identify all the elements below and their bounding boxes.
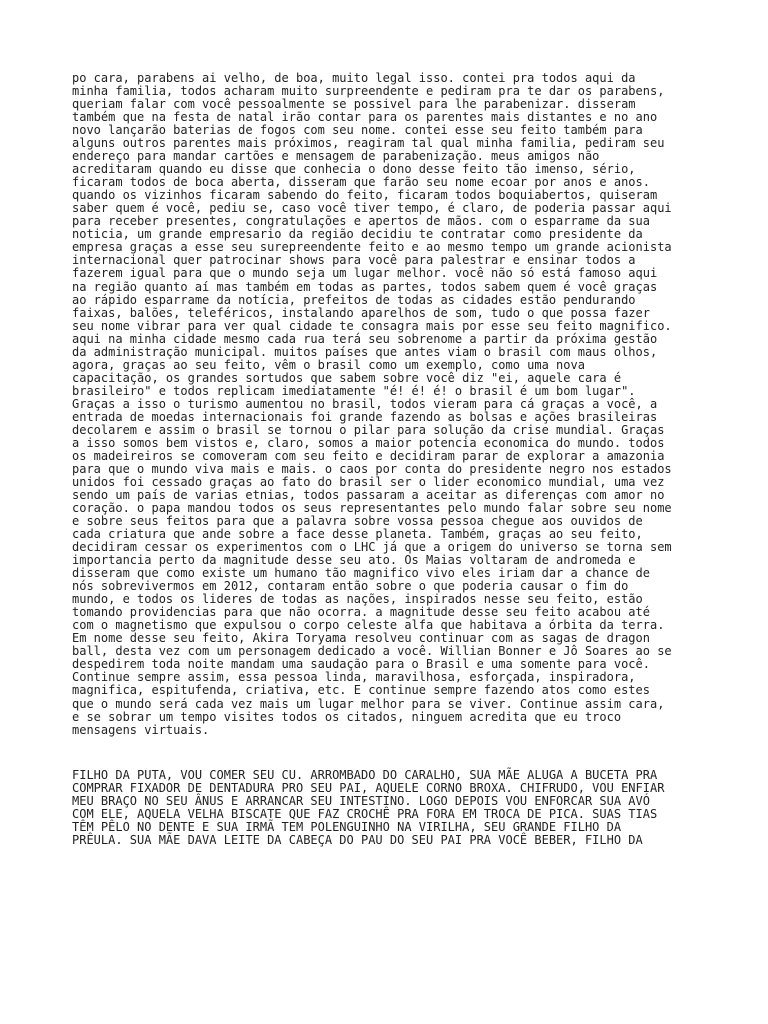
text-line: Graças a isso o turismo aumentou no brasil, todos vieram para cá graças a você, a	[72, 396, 658, 411]
text-line: novo lançarão baterias de fogos com seu nome. contei esse seu feito também para	[72, 123, 643, 138]
text-line: acreditaram quando eu disse que conhecia o dono desse feito tão imenso, sério,	[72, 162, 636, 177]
text-line: FILHO DA PUTA, VOU COMER SEU CU. ARROMBADO DO CARALHO, SUA MÃE ALUGA A BUCETA PRA	[72, 767, 658, 782]
text-line: empresa graças a esse seu surepreendente feito e ao mesmo tempo um grande acionista	[72, 240, 672, 255]
text-line: fazerem igual para que o mundo seja um lugar melhor. você não só está famoso aqui	[72, 266, 658, 281]
text-line: seu nome vibrar para ver qual cidade te consagra mais por esse seu feito magnifico.	[72, 318, 672, 333]
text-line: endereço para mandar cartões e mensagem de parabenização. meus amigos não	[72, 149, 600, 164]
body-paragraph-1	[72, 72, 702, 737]
text-line: decolarem e assim o brasil se tornou o pilar para solução da crise mundial. Graças	[72, 422, 665, 437]
text-line: saber quem é você, pediu se, caso você tiver tempo, é claro, de poderia passar aqui	[72, 201, 672, 216]
text-line: capacitação, os grandes sortudos que sabem sobre você diz "ei, aquele cara é	[72, 370, 622, 385]
text-line: despedirem toda noite mandam uma saudação para o Brasil e uma somente para você.	[72, 657, 650, 672]
text-line: brasileiro" e todos replicam imediatamente "é! é! é! o brasil é um bom lugar".	[72, 383, 636, 398]
text-line: agora, graças ao seu feito, vêm o brasil como um exemplo, como uma nova	[72, 357, 585, 372]
text-line: TÊM PÊLO NO DENTE E SUA IRMÃ TEM POLENGUINHO NA VIRILHA, SEU GRANDE FILHO DA	[72, 819, 622, 834]
text-line: faixas, balões, teleféricos, instalando aparelhos de som, tudo o que possa fazer	[72, 305, 650, 320]
text-line: na região quanto aí mas também em todas as partes, todos sabem quem é você graças	[72, 279, 658, 294]
text-line: aqui na minha cidade mesmo cada rua terá seu sobrenome a partir da próxima gestão	[72, 331, 658, 346]
text-line: tomando providencias para que não ocorra. a magnitude desse seu feito acabou até	[72, 605, 650, 620]
text-line: para que o mundo viva mais e mais. o caos por conta do presidente negro nos estados	[72, 461, 672, 476]
text-line: ficaram todos de boca aberta, disseram que farão seu nome ecoar por anos e anos.	[72, 175, 650, 190]
text-line: po cara, parabens ai velho, de boa, muito legal isso. contei pra todos aqui da	[72, 71, 636, 85]
text-line: para receber presentes, congratulações e apertos de mãos. com o esparrame da sua	[72, 214, 650, 229]
text-line: COM ELE, AQUELA VELHA BISCATE QUE FAZ CROCHÊ PRA FORA EM TROCA DE PICA. SUAS TIAS	[72, 806, 658, 821]
text-line: internacional quer patrocinar shows para você para palestrar e ensinar todos a	[72, 253, 636, 268]
text-line: sendo um país de varias etnias, todos passaram a aceitar as diferenças com amor no	[72, 488, 665, 502]
text-line: nós sobrevivermos em 2012, contaram então sobre o que poderia causar o fim do	[72, 579, 629, 594]
text-line: e se sobrar um tempo visites todos os citados, ninguem acredita que eu troco	[72, 709, 622, 724]
text-line: ball, desta vez com um personagem dedicado a você. Willian Bonner e Jô Soares ao se	[72, 644, 672, 659]
text-line: importancia perto da magnitude desse seu ato. Os Maias voltaram de andromeda e	[72, 553, 636, 568]
text-line: os madeireiros se comoveram com seu feito e decidiram parar de explorar a amazonia	[72, 448, 665, 463]
text-line: cada criatura que ande sobre a face desse planeta. Também, graças ao seu feito,	[72, 527, 643, 542]
text-line: PRÊULA. SUA MÃE DAVA LEITE DA CABEÇA DO PAU DO SEU PAI PRA VOCÊ BEBER, FILHO DA	[72, 832, 643, 847]
text-line: decidiram cessar os experimentos com o LHC já que a origem do universo se torna sem	[72, 540, 672, 555]
text-line: mundo, e todos os lideres de todas as nações, inspirados nesse seu feito, estão	[72, 592, 643, 607]
text-line: unidos foi cessado graças ao fato do brasil ser o lider economico mundial, uma vez	[72, 474, 665, 489]
text-line: quando os vizinhos ficaram sabendo do feito, ficaram todos boquiabertos, quiseram	[72, 188, 658, 203]
document-page	[72, 72, 702, 847]
body-paragraph-2	[72, 769, 702, 847]
text-line: com o magnetismo que expulsou o corpo celeste alfa que habitava a órbita da terra.	[72, 618, 665, 633]
text-line: e sobre seus feitos para que a palavra sobre vossa pessoa chegue aos ouvidos de	[72, 514, 643, 529]
text-line: noticia, um grande empresario da região decidiu te contratar como presidente da	[72, 227, 643, 242]
text-line: também que na festa de natal irão contar para os parentes mais distantes e no ano	[72, 110, 658, 125]
text-line: da administração municipal. muitos países que antes viam o brasil com maus olhos,	[72, 344, 658, 359]
text-line: ao rápido esparrame da notícia, prefeitos de todas as cidades estão pendurando	[72, 292, 636, 307]
text-line: entrada de moedas internacionais foi grande fazendo as bolsas e ações brasileiras	[72, 409, 658, 424]
text-line: COMPRAR FIXADOR DE DENTADURA PRO SEU PAI, AQUELE CORNO BROXA. CHIFRUDO, VOU ENFIAR	[72, 780, 665, 795]
text-line: coração. o papa mandou todos os seus representantes pelo mundo falar sobre seu nome	[72, 501, 672, 516]
text-line: MEU BRAÇO NO SEU ÂNUS E ARRANCAR SEU INTESTINO. LOGO DEPOIS VOU ENFORCAR SUA AVÓ	[72, 793, 650, 808]
text-line: Continue sempre assim, essa pessoa linda, maravilhosa, esforçada, inspiradora,	[72, 670, 636, 685]
text-line: disseram que como existe um humano tão magnifico vivo eles iriam dar a chance de	[72, 566, 650, 581]
text-line: a isso somos bem vistos e, claro, somos a maior potencia economica do mundo. todos	[72, 435, 665, 450]
paragraph-gap	[72, 737, 702, 769]
text-line: minha familia, todos acharam muito surpreendente e pediram pra te dar os parabens,	[72, 84, 665, 99]
text-line: mensagens virtuais.	[72, 722, 210, 737]
text-line: magnifica, espitufenda, criativa, etc. E continue sempre fazendo atos como estes	[72, 683, 650, 698]
text-line: queriam falar com você pessoalmente se possivel para lhe parabenizar. disseram	[72, 97, 636, 112]
text-line: que o mundo será cada vez mais um lugar melhor para se viver. Continue assim cara,	[72, 696, 665, 711]
text-line: alguns outros parentes mais próximos, reagiram tal qual minha familia, pediram seu	[72, 136, 665, 151]
text-line: Em nome desse seu feito, Akira Toryama resolveu continuar com as sagas de dragon	[72, 631, 650, 646]
